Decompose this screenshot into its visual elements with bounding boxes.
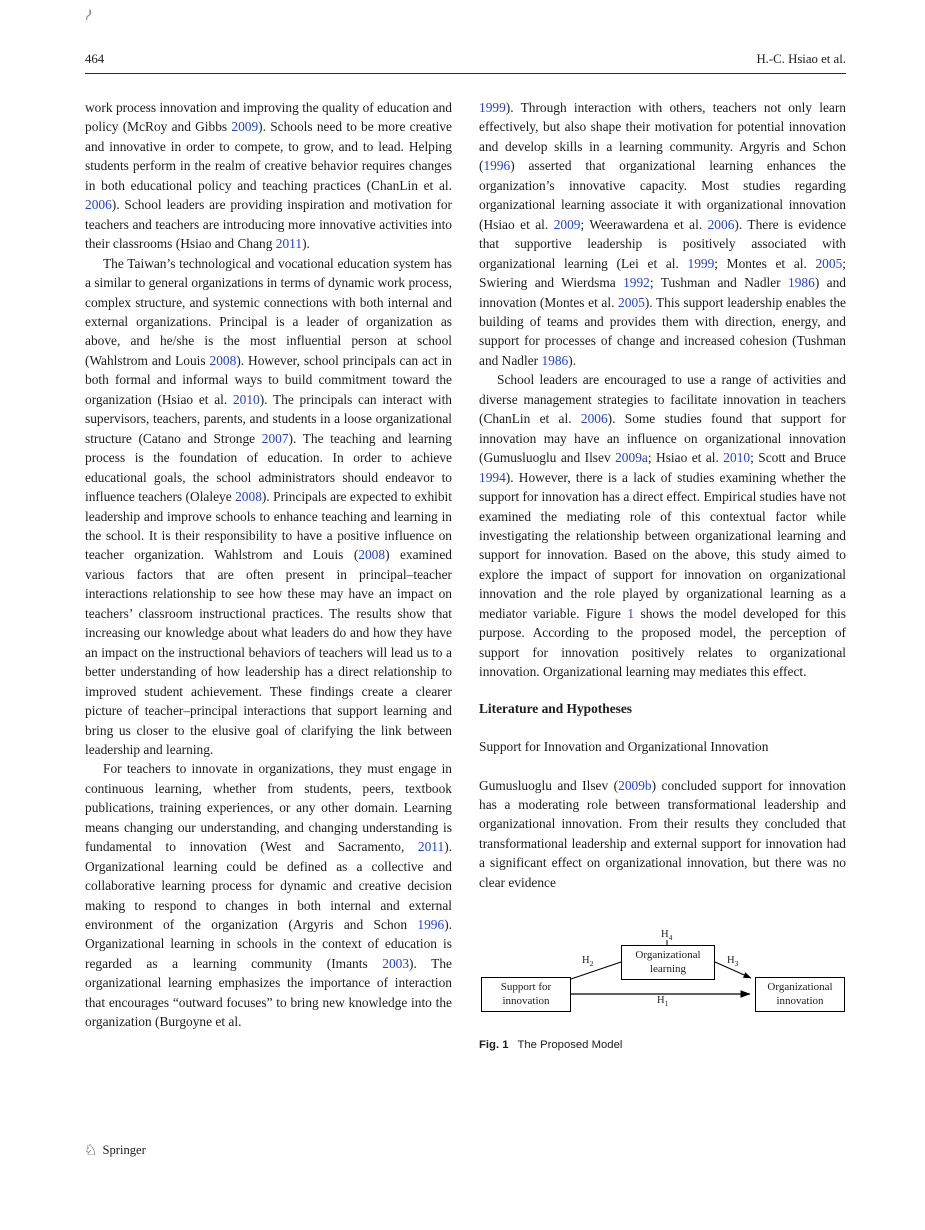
citation-link[interactable]: 2011	[275, 236, 303, 252]
column-left	[85, 98, 452, 1056]
proposed-model-diagram	[479, 929, 847, 1020]
box-label-line: Support for	[500, 981, 552, 994]
box-label-line: innovation	[776, 994, 824, 1007]
paragraph: For teachers to innovate in organizations, they must engage in continuous learning, whether from students, peers, textbook publications, training experiences, or any other domain. Learning means changing our understanding, and changing understanding is fundamental to innovation (West and Sacramento, 2011). Organizational learning could be defined as a collective and collaborative learning process for dynamic and creative decision making to respond to changes in both internal and external environment of the organization (Argyris and Schon 1996). Organizational learning in schools in the context of education is regarded as a learning community (Imants 2003). The organizational learning emphasizes the importance of interaction that encourages “outward focuses” to bring new knowledge into the organization (Burgoyne et al.	[85, 761, 453, 1030]
publisher-footer	[84, 1143, 146, 1158]
citation-link[interactable]: 2008	[358, 547, 386, 563]
path-h2-line	[571, 962, 621, 979]
paragraph: Gumusluoglu and Ilsev (2009b) concluded support for innovation has a moderating role between transformational leadership and organizational innovation. From their results they concluded that transformational leadership and external support for innovation had a significant effect on organizational innovation, but there was no clear evidence	[479, 777, 846, 890]
figure-box-organizational-learning	[621, 945, 715, 980]
springer-knight-icon: ♘	[84, 1141, 98, 1159]
box-label-line: learning	[649, 962, 687, 975]
path-label-h4: $H_4$	[661, 929, 673, 943]
citation-link[interactable]: 2010	[232, 391, 260, 407]
paragraph: 1999). Through interaction with others, teachers not only learn effectively, but also shape their motivation for potential innovation and develop skills in a learning community. Argyris and Schon (1996) asserted that organizational learning enhances the organization’s innovative capacity. Most studies regarding organizational learning associate it with organizational innovation (Hsiao et al. 2009; Weerawardena et al. 2006). There is evidence that supportive leadership is positively associated with organizational learning (Lei et al. 1999; Montes et al. 2005; Swiering and Wierdsma 1992; Tushman and Nadler 1986) and innovation (Montes et al. 2005). This support leadership enables the building of teams and provides them with direction, energy, and support for processes of change and increased cohesion (Tushman and Nadler 1986).	[479, 100, 847, 368]
path-label-h1: $H_1$	[657, 995, 669, 1009]
citation-link[interactable]: 1992	[623, 275, 650, 291]
citation-link[interactable]: 2005	[815, 255, 843, 271]
figure-caption-text: The Proposed Model	[517, 1039, 623, 1052]
citation-link[interactable]: 2006	[580, 411, 608, 427]
citation-link[interactable]: 2011	[417, 839, 445, 855]
citation-link[interactable]: 2008	[209, 352, 237, 368]
citation-link[interactable]: 1999	[479, 100, 506, 115]
citation-link[interactable]: 2005	[618, 294, 645, 310]
citation-link[interactable]: 1	[627, 605, 635, 621]
box-label-line: Organizational	[767, 981, 833, 994]
figure-caption-label: Fig. 1	[479, 1039, 509, 1052]
citation-link[interactable]: 2009b	[618, 777, 652, 793]
citation-link[interactable]: 1986	[788, 275, 815, 291]
publisher-name: Springer	[102, 1143, 146, 1157]
citation-link[interactable]: 2006	[85, 197, 112, 213]
path-label-h2: $H_2$	[582, 955, 594, 969]
running-header	[85, 12, 846, 67]
citation-link[interactable]: 1996	[417, 917, 445, 933]
citation-link[interactable]: 2010	[723, 450, 751, 466]
paragraph: work process innovation and improving the quality of education and policy (McRoy and Gibbs 2009). Schools need to be more creative and innovative in order to compete, to grow, and to lead. Helping students perform in the realm of creative behavior requires changes in both educational policy and teaching practices (ChanLin et al. 2006). School leaders are providing inspiration and motivation for teachers and teachers are introducing more innovative activities into their classrooms (Hsiao and Chang 2011).	[85, 100, 452, 252]
figure-1	[479, 929, 846, 1055]
citation-link[interactable]: 2009a	[615, 450, 648, 466]
header-rule	[85, 73, 846, 74]
figure-box-support-for-innovation	[481, 977, 571, 1012]
path-label-h3: $H_3$	[727, 955, 739, 969]
paragraph: The Taiwan’s technological and vocational education system has a similar to general organizations in terms of dynamic work process, complex structure, and systemic connections with both internal and external organizations. Principal is a leader of organization as above, and he/she is the most influential person at school (Wahlstrom and Louis 2008). However, school principals can act in both formal and informal ways to build commitment toward the organization (Hsiao et al. 2010). The principals can interact with supervisors, teachers, parents, and students in a loose organizational structure (Catano and Stronge 2007). The teaching and learning process is the foundation of education. In order to achieve educational goals, the school administrators should endeavor to influence teachers (Olaleye 2008). Principals are expected to exhibit leadership and improve schools to enhance teaching and learning in the school. It is their responsibility to have a positive influence on teacher organization. Wahlstrom and Louis (2008) examined various factors that are often present in principal–teacher interactions relationship to see how these may have an impact on teachers’ classroom instructional practices. The results show that increasing our knowledge about what leaders do and how they have an impact on the instructional behaviors of teachers will lead us to a better understanding of how leadership has a direct relationship to improved student achievement. These findings create a clearer picture of teacher–principal interactions that support learning and bring us closer to the elusive goal of clarifying the link between leadership and learning.	[85, 255, 452, 757]
citation-link[interactable]: 1996	[483, 158, 511, 174]
citation-link[interactable]: 2007	[261, 430, 289, 446]
citation-link[interactable]: 2009	[553, 216, 581, 232]
citation-link[interactable]: 2009	[231, 119, 259, 135]
column-right	[479, 98, 846, 1056]
box-label-line: Organizational	[635, 949, 701, 962]
figure-box-organizational-innovation	[755, 977, 845, 1012]
box-label-line: innovation	[502, 994, 550, 1007]
figure-caption	[479, 1036, 846, 1055]
running-head-authors: H.-C. Hsiao et al.	[756, 52, 846, 66]
citation-link[interactable]: 2003	[382, 955, 410, 971]
subheading: Support for Innovation and Organizational Innovation	[479, 739, 769, 755]
citation-link[interactable]: 1999	[687, 255, 715, 271]
citation-link[interactable]: 2006	[707, 216, 735, 232]
paragraph: School leaders are encouraged to use a range of activities and diverse management strategies to facilitate innovation in teachers (ChanLin et al. 2006). Some studies found that support for innovation may have an influence on organizational innovation (Gumusluoglu and Ilsev 2009a; Hsiao et al. 2010; Scott and Bruce 1994). However, there is a lack of studies examining whether the support for innovation has a direct effect. Empirical studies have not examined the mediating role of this contextual factor while investigating the relationship between organizational learning and support for innovation. Based on the above, this study aimed to explore the impact of support for innovation on organizational innovation and the role played by organizational learning as a mediator variable. Figure 1 shows the model developed for this purpose. According to the proposed model, the perception of support for innovation positively relates to organizational innovation. Organizational learning may mediates this effect.	[479, 372, 846, 680]
corner-artifact-icon	[84, 8, 96, 22]
corner-artifact-mark	[84, 8, 96, 27]
citation-link[interactable]: 1986	[541, 352, 569, 368]
citation-link[interactable]: 1994	[479, 469, 506, 485]
citation-link[interactable]: 2008	[235, 489, 262, 505]
heading: Literature and Hypotheses	[479, 700, 632, 716]
page-number: 464	[85, 52, 105, 66]
two-column-body	[85, 98, 846, 1056]
